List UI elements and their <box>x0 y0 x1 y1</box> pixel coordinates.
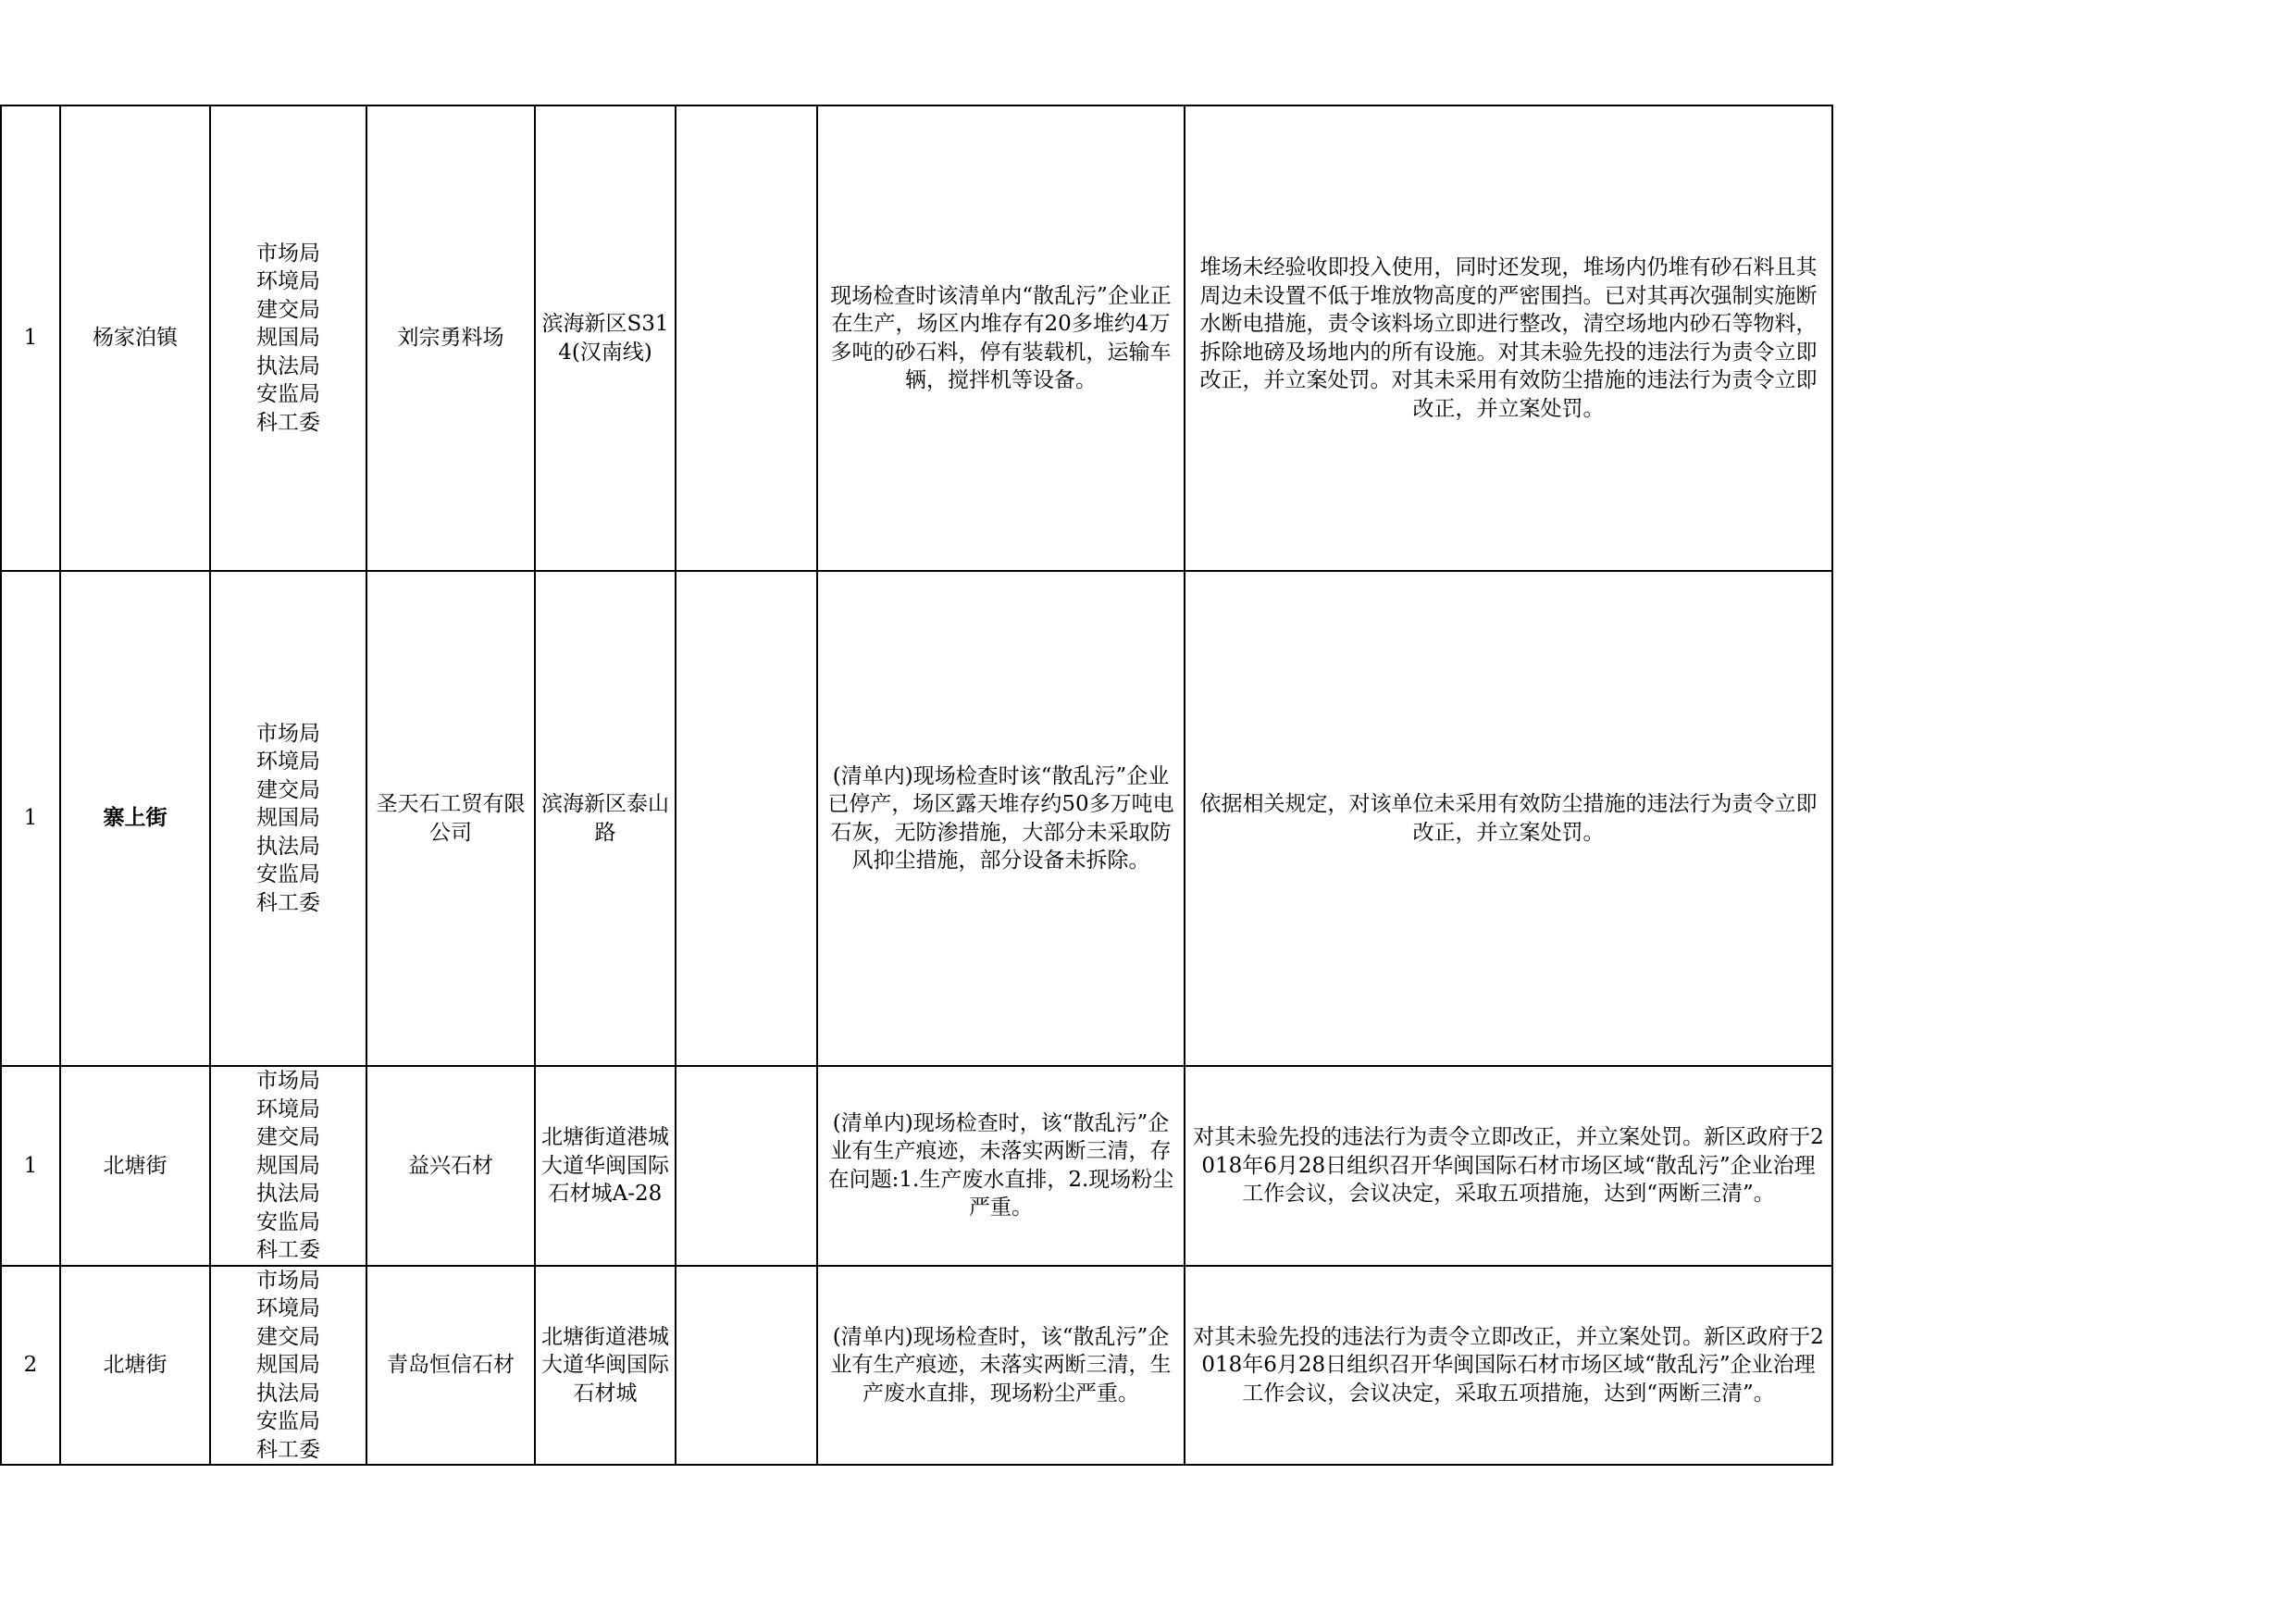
department-name: 科工委 <box>256 890 320 915</box>
inspection-table <box>0 105 1833 1466</box>
company-cell: 益兴石材 <box>366 1066 535 1266</box>
department-name: 环境局 <box>256 750 320 774</box>
department-name: 科工委 <box>256 1238 320 1262</box>
departments-cell <box>210 105 366 571</box>
department-name: 环境局 <box>256 1096 320 1121</box>
department-name: 安监局 <box>256 1209 320 1234</box>
department-name: 市场局 <box>256 241 320 266</box>
department-name: 市场局 <box>256 721 320 746</box>
table-row <box>1 1066 1832 1266</box>
department-name: 执法局 <box>256 1381 320 1406</box>
company-cell: 青岛恒信石材 <box>366 1266 535 1466</box>
inspection-cell: (清单内)现场检查时该“散乱污”企业已停产，场区露天堆存约50多万吨电石灰，无防渗措施，大部分未采取防风抑尘措施，部分设备未拆除。 <box>817 571 1185 1066</box>
department-name: 建交局 <box>256 777 320 802</box>
department-name: 建交局 <box>256 297 320 322</box>
row-number: 1 <box>1 1066 60 1266</box>
department-name: 执法局 <box>256 1182 320 1206</box>
row-number: 1 <box>1 571 60 1066</box>
action-cell: 堆场未经验收即投入使用，同时还发现，堆场内仍堆有砂石料且其周边未设置不低于堆放物高度的严密围挡。已对其再次强制实施断水断电措施，责令该料场立即进行整改，清空场地内砂石等物料，拆除地磅及场地内的所有设施。对其未验先投的违法行为责令立即改正，并立案处罚。对其未采用有效防尘措施的违法行为责令立即改正，并立案处罚。 <box>1185 105 1832 571</box>
department-name: 规国局 <box>256 326 320 351</box>
department-name: 执法局 <box>256 353 320 378</box>
company-cell: 刘宗勇料场 <box>366 105 535 571</box>
departments-cell <box>210 1066 366 1266</box>
department-name: 环境局 <box>256 269 320 294</box>
inspection-cell: 现场检查时该清单内“散乱污”企业正在生产，场区内堆存有20多堆约4万多吨的砂石料，停有装载机，运输车辆，搅拌机等设备。 <box>817 105 1185 571</box>
department-name: 建交局 <box>256 1125 320 1149</box>
street-cell: 寨上街 <box>60 571 210 1066</box>
department-name: 执法局 <box>256 834 320 859</box>
departments-cell <box>210 571 366 1066</box>
department-name: 规国局 <box>256 1353 320 1377</box>
department-name: 安监局 <box>256 382 320 407</box>
department-name: 市场局 <box>256 1268 320 1293</box>
table-row <box>1 105 1832 571</box>
departments-cell <box>210 1266 366 1466</box>
department-name: 规国局 <box>256 1153 320 1178</box>
street-cell: 杨家泊镇 <box>60 105 210 571</box>
blank-cell <box>676 571 817 1066</box>
blank-cell <box>676 105 817 571</box>
department-name: 科工委 <box>256 410 320 435</box>
address-cell: 北塘街道港城大道华闽国际石材城 <box>535 1266 676 1466</box>
department-name: 安监局 <box>256 862 320 887</box>
row-number: 2 <box>1 1266 60 1466</box>
department-name: 市场局 <box>256 1069 320 1093</box>
row-number: 1 <box>1 105 60 571</box>
table-row <box>1 1266 1832 1466</box>
address-cell: 北塘街道港城大道华闽国际石材城A-28 <box>535 1066 676 1266</box>
inspection-cell: (清单内)现场检查时，该“散乱污”企业有生产痕迹，未落实两断三清，生产废水直排，现场粉尘严重。 <box>817 1266 1185 1466</box>
street-cell: 北塘街 <box>60 1066 210 1266</box>
department-name: 科工委 <box>256 1437 320 1462</box>
address-cell: 滨海新区泰山路 <box>535 571 676 1066</box>
company-cell: 圣天石工贸有限公司 <box>366 571 535 1066</box>
action-cell: 对其未验先投的违法行为责令立即改正，并立案处罚。新区政府于2018年6月28日组织召开华闽国际石材市场区域“散乱污”企业治理工作会议，会议决定，采取五项措施，达到“两断三清”。 <box>1185 1066 1832 1266</box>
inspection-cell: (清单内)现场检查时，该“散乱污”企业有生产痕迹，未落实两断三清，存在问题:1.生产废水直排，2.现场粉尘严重。 <box>817 1066 1185 1266</box>
address-cell: 滨海新区S314(汉南线) <box>535 105 676 571</box>
department-name: 安监局 <box>256 1409 320 1433</box>
department-name: 环境局 <box>256 1296 320 1320</box>
blank-cell <box>676 1266 817 1466</box>
action-cell: 依据相关规定，对该单位未采用有效防尘措施的违法行为责令立即改正，并立案处罚。 <box>1185 571 1832 1066</box>
table-row <box>1 571 1832 1066</box>
department-name: 建交局 <box>256 1324 320 1349</box>
department-name: 规国局 <box>256 806 320 831</box>
blank-cell <box>676 1066 817 1266</box>
action-cell: 对其未验先投的违法行为责令立即改正，并立案处罚。新区政府于2018年6月28日组织召开华闽国际石材市场区域“散乱污”企业治理工作会议，会议决定，采取五项措施，达到“两断三清”。 <box>1185 1266 1832 1466</box>
street-cell: 北塘街 <box>60 1266 210 1466</box>
